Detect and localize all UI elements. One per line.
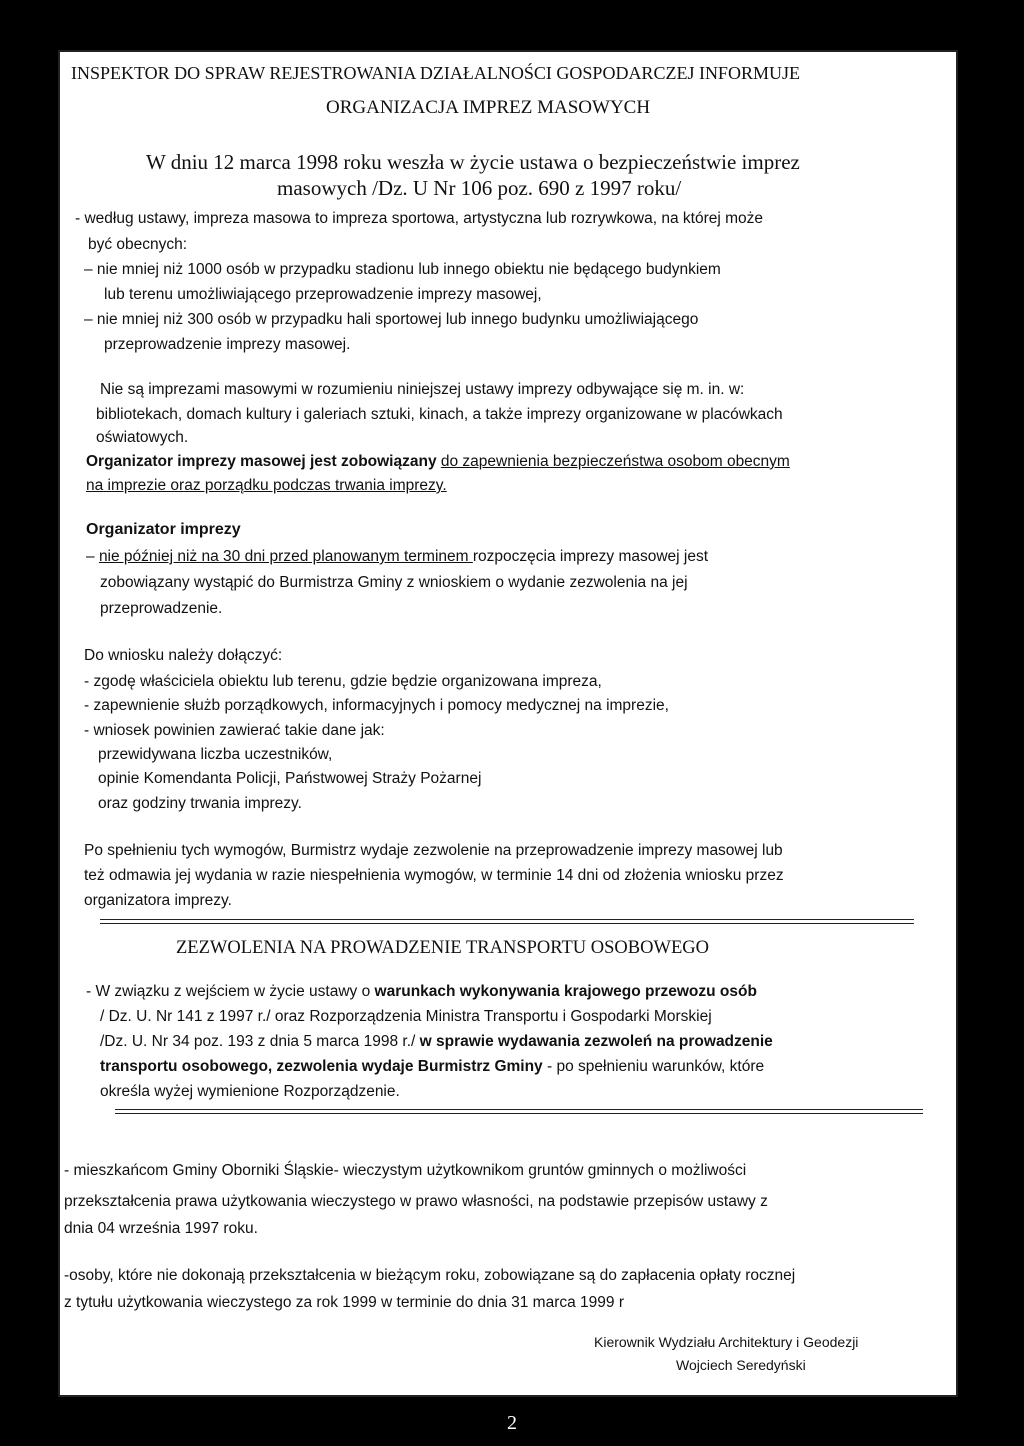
organizer-deadline: nie później niż na 30 dni przed planowanym terminem <box>98 548 473 565</box>
fees-line-2: z tytułu użytkowania wieczystego za rok 1999 w terminie do dnia 31 marca 1999 r <box>64 1294 625 1311</box>
section-divider-2 <box>115 1109 923 1114</box>
page-number: 2 <box>507 1412 517 1434</box>
attachments-item-2: - zapewnienie służb porządkowych, informacyjnych i pomocy medycznej na imprezie, <box>84 697 669 714</box>
signature-name: Wojciech Seredyński <box>676 1357 806 1373</box>
residents-line-3: dnia 04 września 1997 roku. <box>64 1220 258 1237</box>
transport-line-4 <box>100 1058 764 1076</box>
attachments-item-1: - zgodę właściciela obiektu lub terenu, gdzie będzie organizowana impreza, <box>84 673 602 690</box>
header-line-1: INSPEKTOR DO SPRAW REJESTROWANIA DZIAŁALNOŚCI GOSPODARCZEJ INFORMUJE <box>71 63 800 83</box>
attachments-heading: Do wniosku należy dołączyć: <box>84 647 283 664</box>
residents-line-2: przekształcenia prawa użytkowania wieczystego w prawo własności, na podstawie przepisów ustawy z <box>64 1193 768 1210</box>
transport-line-5: określa wyżej wymienione Rozporządzenie. <box>100 1083 400 1100</box>
fees-line-1: -osoby, które nie dokonają przekształcenia w bieżącym roku, zobowiązane są do zapłacenia opłaty rocznej <box>64 1267 796 1284</box>
transport-line-3-a: /Dz. U. Nr 34 poz. 193 z dnia 5 marca 1998 r./ <box>100 1033 420 1050</box>
decision-line-2: też odmawia jej wydania w razie niespełnienia wymogów, w terminie 14 dni od złożenia wniosku przez <box>84 867 784 884</box>
organizer-line-3: przeprowadzenie. <box>100 600 223 617</box>
definition-item-1-line-2: lub terenu umożliwiającego przeprowadzenie imprezy masowej, <box>104 286 542 303</box>
attachments-item-3: - wniosek powinien zawierać takie dane jak: <box>84 722 385 739</box>
transport-line-3 <box>100 1033 773 1051</box>
organizer-dash: – <box>86 548 99 565</box>
decision-line-1: Po spełnieniu tych wymogów, Burmistrz wydaje zezwolenie na przeprowadzenie imprezy masowej lub <box>84 842 783 859</box>
attachments-sub-3: oraz godziny trwania imprezy. <box>98 795 302 812</box>
transport-line-4-b: - po spełnieniu warunków, które <box>542 1058 765 1075</box>
organizer-line-1-rest: rozpoczęcia imprezy masowej jest <box>472 548 709 565</box>
definition-line-2: być obecnych: <box>88 236 188 253</box>
organizer-line-1 <box>86 548 708 566</box>
transport-line-4-a: transportu osobowego, zezwolenia wydaje Burmistrz Gminy <box>100 1058 543 1075</box>
transport-line-1-b: warunkach wykonywania krajowego przewozu osób <box>374 983 757 1000</box>
exclusions-line-2: bibliotekach, domach kultury i galeriach sztuki, kinach, a także imprezy organizowane w placówkach <box>96 406 783 423</box>
section-divider-1 <box>100 919 914 924</box>
transport-line-1-a: - W związku z wejściem w życie ustawy o <box>86 983 375 1000</box>
signature-title: Kierownik Wydziału Architektury i Geodezji <box>594 1334 859 1350</box>
definition-item-2-line-1: – nie mniej niż 300 osób w przypadku hali sportowej lub innego budynku umożliwiającego <box>84 311 699 328</box>
attachments-sub-1: przewidywana liczba uczestników, <box>98 746 333 763</box>
definition-item-1-line-1: – nie mniej niż 1000 osób w przypadku stadionu lub innego obiektu nie będącego budynkiem <box>84 261 721 278</box>
intro-line-2: masowych /Dz. U Nr 106 poz. 690 z 1997 roku/ <box>277 176 682 200</box>
obligation-line-2: na imprezie oraz porządku podczas trwania imprezy. <box>86 477 447 494</box>
section-title-mass-events: ORGANIZACJA IMPREZ MASOWYCH <box>326 97 651 118</box>
transport-line-3-b: w sprawie wydawania zezwoleń na prowadzenie <box>419 1033 773 1050</box>
organizer-line-2: zobowiązany wystąpić do Burmistrza Gminy z wnioskiem o wydanie zezwolenia na jej <box>100 574 688 591</box>
definition-item-2-line-2: przeprowadzenie imprezy masowej. <box>104 336 351 353</box>
obligation-lead: Organizator imprezy masowej jest zobowiązany <box>86 453 441 470</box>
intro-line-1: W dniu 12 marca 1998 roku weszła w życie ustawa o bezpieczeństwie imprez <box>146 150 800 174</box>
obligation-line-1 <box>86 453 790 471</box>
residents-line-1: - mieszkańcom Gminy Oborniki Śląskie- wieczystym użytkownikom gruntów gminnych o możliwości <box>64 1162 747 1179</box>
attachments-sub-2: opinie Komendanta Policji, Państwowej Straży Pożarnej <box>98 770 482 787</box>
transport-heading: ZEZWOLENIA NA PROWADZENIE TRANSPORTU OSOBOWEGO <box>176 938 709 958</box>
obligation-underline-1: do zapewnienia bezpieczeństwa osobom obecnym <box>440 453 790 470</box>
organizer-heading: Organizator imprezy <box>86 521 241 538</box>
transport-line-1 <box>86 983 757 1001</box>
exclusions-line-3: oświatowych. <box>96 429 189 446</box>
decision-line-3: organizatora imprezy. <box>84 892 232 909</box>
exclusions-line-1: Nie są imprezami masowymi w rozumieniu niniejszej ustawy imprezy odbywające się m. in. w: <box>100 381 745 398</box>
definition-line-1: - według ustawy, impreza masowa to impreza sportowa, artystyczna lub rozrywkowa, na której może <box>75 210 764 227</box>
transport-line-2: / Dz. U. Nr 141 z 1997 r./ oraz Rozporządzenia Ministra Transportu i Gospodarki Morskiej <box>100 1008 712 1025</box>
